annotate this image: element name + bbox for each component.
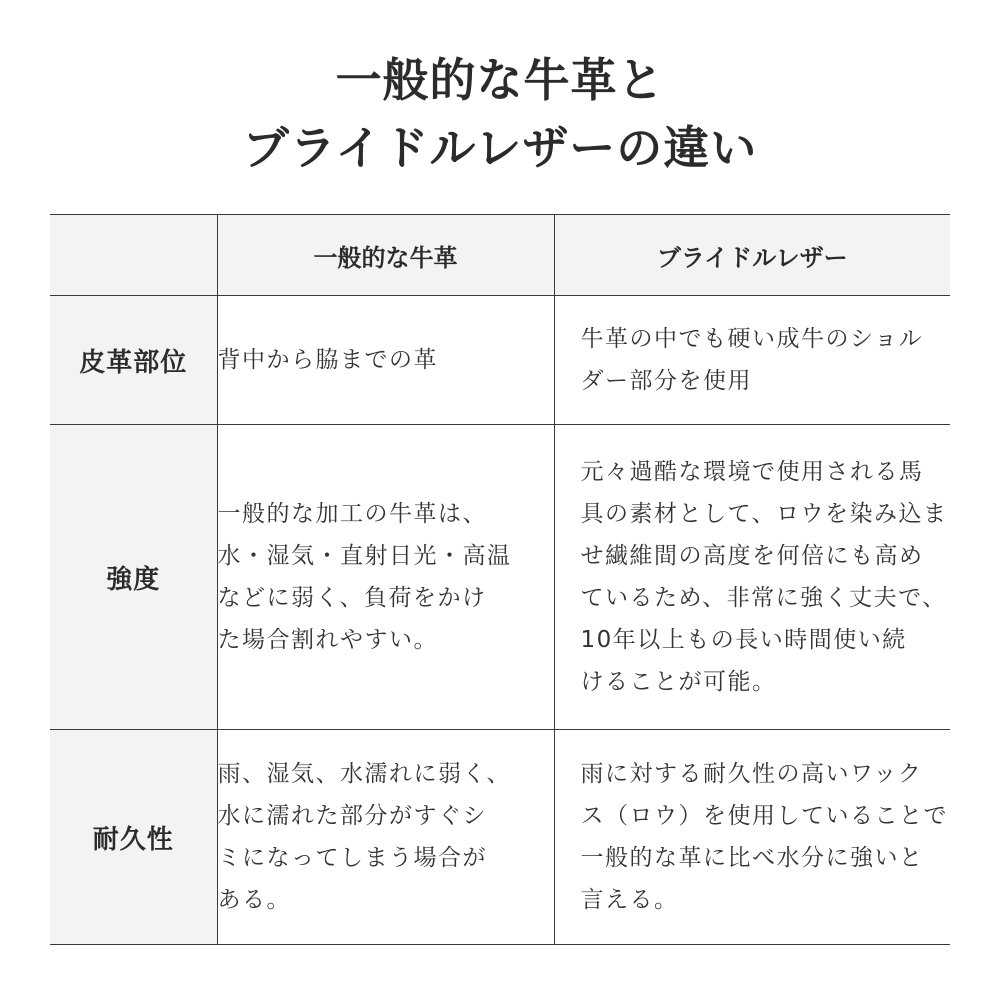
text-line: 背中から脇までの革 xyxy=(217,347,438,373)
text-line: けることが可能。 xyxy=(580,669,777,695)
page-title xyxy=(0,46,1000,182)
text-line: ス（ロウ）を使用していることで xyxy=(580,803,948,829)
text-line: 牛革の中でも硬い成牛のショル xyxy=(580,326,924,352)
header-corner-cell xyxy=(50,215,217,296)
table-row-durability xyxy=(50,730,950,945)
header-general-leather: 一般的な牛革 xyxy=(217,215,554,296)
text-line: 雨に対する耐久性の高いワック xyxy=(580,761,923,787)
table-header-row xyxy=(50,215,950,296)
text-line: せ繊維間の高度を何倍にも高め xyxy=(580,543,924,569)
cell-bridle-leather-part xyxy=(554,296,950,425)
text-line: 一般的な加工の牛革は、 xyxy=(217,501,487,527)
text-line: などに弱く、負荷をかけ xyxy=(217,585,487,611)
cell-general-strength xyxy=(217,425,554,730)
text-line: ミになってしまう場合が xyxy=(217,845,487,871)
text-line: ダー部分を使用 xyxy=(580,368,752,394)
text-line: 元々過酷な環境で使用される馬 xyxy=(580,459,924,485)
comparison-table xyxy=(50,214,950,945)
text-line: 雨、湿気、水濡れに弱く、 xyxy=(217,761,512,787)
text-line: ある。 xyxy=(217,887,291,913)
row-label-leather-part: 皮革部位 xyxy=(50,296,217,425)
cell-bridle-durability xyxy=(554,730,950,945)
text-line: 一般的な革に比べ水分に強いと xyxy=(580,845,924,871)
text-line: 水に濡れた部分がすぐシ xyxy=(217,803,487,829)
text-line: 10年以上もの長い時間使い続 xyxy=(580,627,907,653)
table-row-strength xyxy=(50,425,950,730)
row-label-durability: 耐久性 xyxy=(50,730,217,945)
cell-bridle-strength xyxy=(554,425,950,730)
cell-general-durability xyxy=(217,730,554,945)
page-title-line-1: 一般的な牛革と xyxy=(335,53,665,107)
page-title-line-2: ブライドルレザーの違い xyxy=(242,121,758,175)
text-line: た場合割れやすい。 xyxy=(217,627,438,653)
row-label-strength: 強度 xyxy=(50,425,217,730)
text-line: 言える。 xyxy=(580,887,679,913)
table-row-leather-part xyxy=(50,296,950,425)
text-line: ているため、非常に強く丈夫で、 xyxy=(580,585,947,611)
text-line: 水・湿気・直射日光・高温 xyxy=(217,543,512,569)
cell-general-leather-part xyxy=(217,296,554,425)
text-line: 具の素材として、ロウを染み込ま xyxy=(580,501,948,527)
header-bridle-leather: ブライドルレザー xyxy=(554,215,950,296)
